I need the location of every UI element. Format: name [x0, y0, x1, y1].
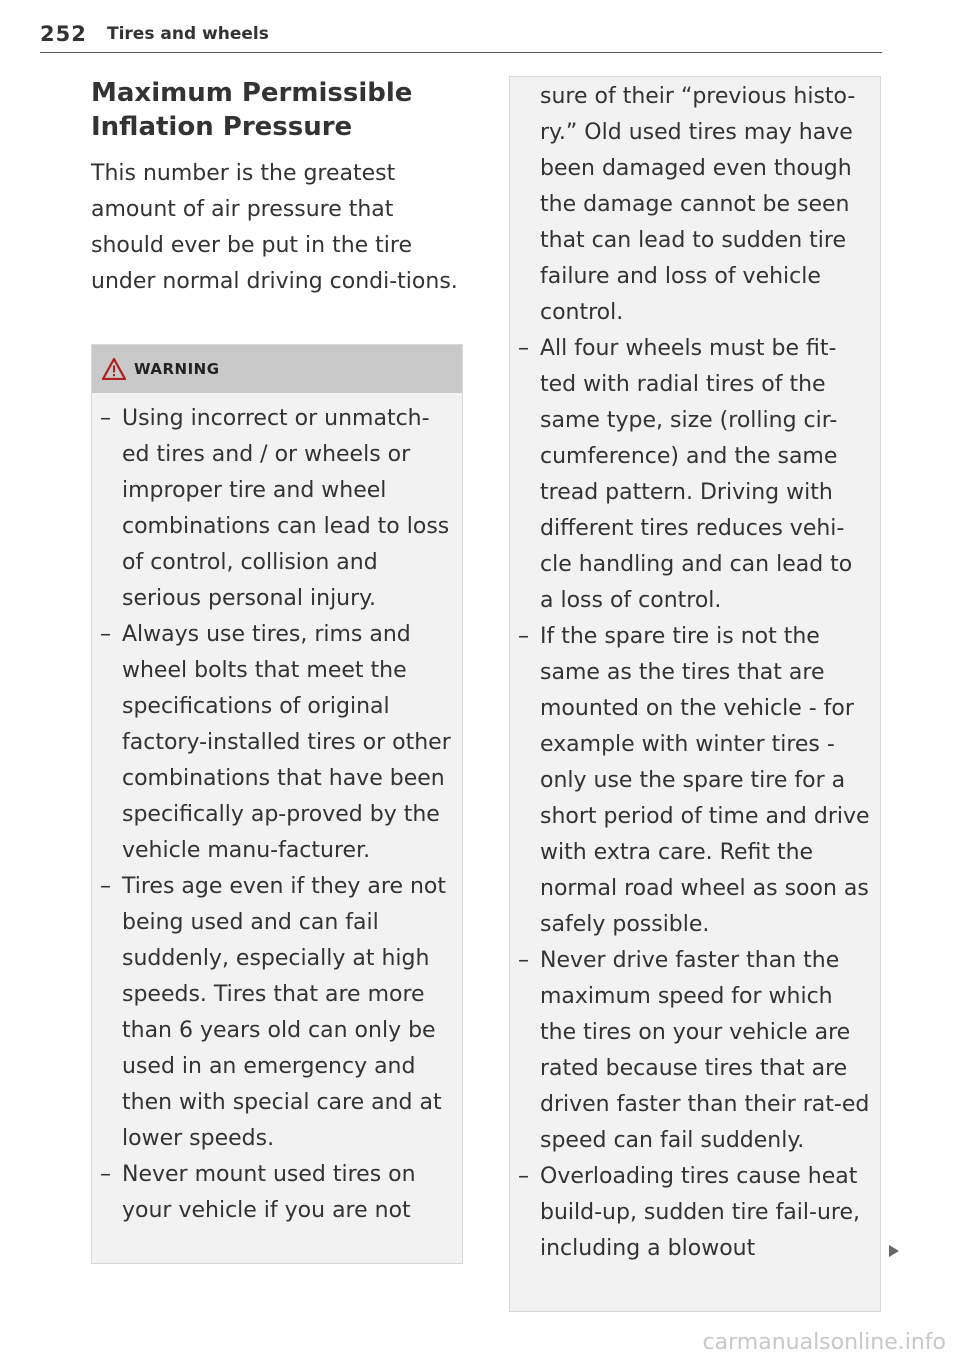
continue-arrow-icon	[889, 1245, 899, 1257]
section-title: Tires and wheels	[107, 24, 269, 44]
list-item: – Overloading tires cause heat build-up, sudden tire fail-ure, including a blowout	[510, 1159, 872, 1267]
definition-paragraph: This number is the greatest amount of air pressure that should ever be put in the tire under normal driving condi-tions.	[91, 161, 458, 294]
list-item: – Never drive faster than the maximum speed for which the tires on your vehicle are rated because tires that are driven faster than their rat-ed speed can fail suddenly.	[510, 943, 872, 1159]
list-item: – If the spare tire is not the same as the tires that are mounted on the vehicle - for example with winter tires - only use the spare tire for a short period of time and drive with extra care. Refit the normal road wheel as soon as safely possible.	[510, 619, 872, 943]
list-item: – All four wheels must be fit-ted with radial tires of the same type, size (rolling cir-cumference) and the same tread pattern. Driving with different tires reduces vehi-cle handling and can lead to a loss of control.	[510, 331, 872, 619]
subsection-heading: Maximum Permissible Inflation Pressure	[91, 78, 413, 142]
warning-triangle-icon	[102, 358, 126, 380]
left-column	[91, 76, 461, 300]
warning-box-continued	[509, 76, 881, 1312]
warning-list	[510, 331, 880, 1267]
warning-header	[92, 345, 462, 393]
warning-box	[91, 344, 463, 1264]
list-item: – Always use tires, rims and wheel bolts that meet the specifications of original factory-installed tires or other combinations that have been specifically ap-proved by the vehicle manu-facturer.	[92, 617, 454, 869]
warning-list	[92, 393, 462, 1229]
page-number: 252	[40, 22, 87, 46]
page-header	[40, 22, 882, 53]
list-item: – Tires age even if they are not being used and can fail suddenly, especially at high speeds. Tires that are more than 6 years old can only be used in an emergency and then with special care and at lower speeds.	[92, 869, 454, 1157]
watermark: carmanualsonline.info	[702, 1330, 946, 1355]
continued-text: sure of their “previous histo-ry.” Old used tires may have been damaged even though the damage cannot be seen that can lead to sudden tire failure and loss of vehicle control.	[540, 84, 856, 325]
list-item: – Never mount used tires on your vehicle if you are not	[92, 1157, 454, 1229]
list-item: – Using incorrect or unmatch-ed tires and / or wheels or improper tire and wheel combinations can lead to loss of control, collision and serious personal injury.	[92, 401, 454, 617]
warning-title: WARNING	[134, 360, 220, 378]
